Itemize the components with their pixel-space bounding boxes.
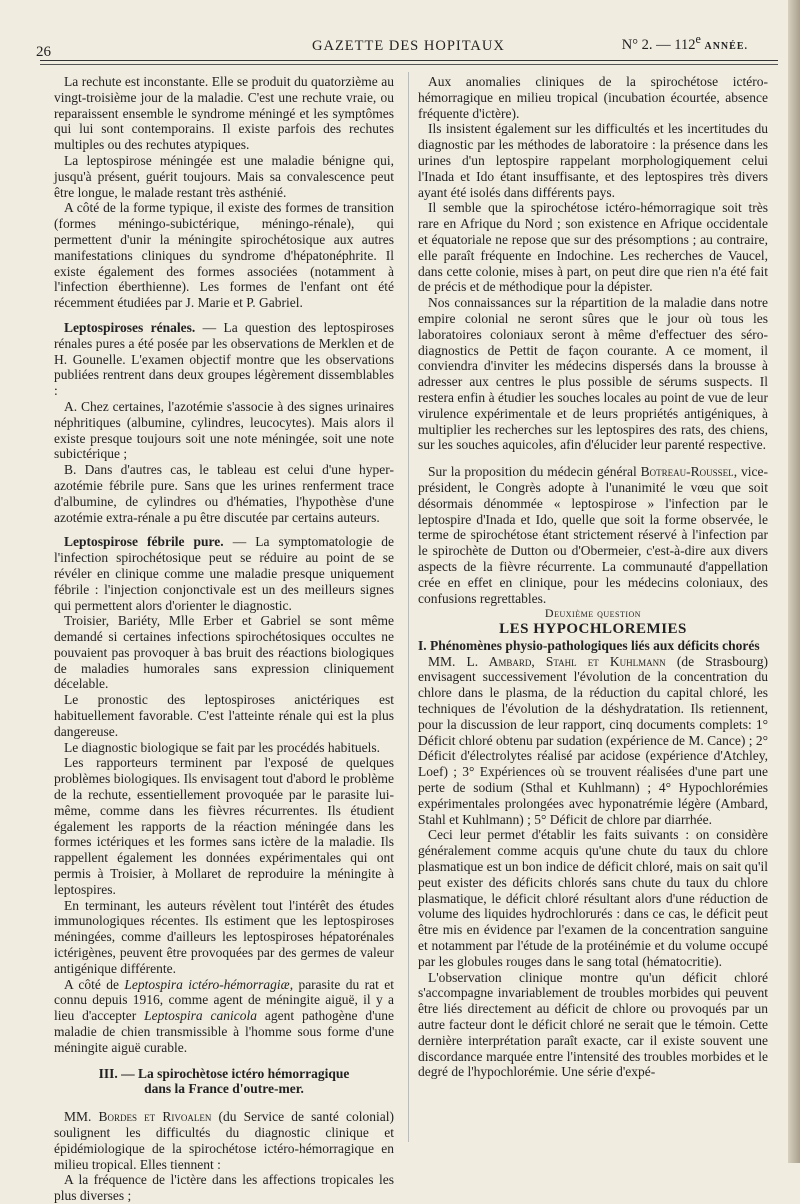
paragraph: L'observation clinique montre qu'un déficit chloré s'accompagne invariablement de troubles morbides qui peuvent être liés directement au déficit de chlore ou provoqués par un autre facteur dont le déficit chloré ne serait que le témoin. Cette dernière interprétation paraît exacte, car il existe souvent une discordance marquée entre l'intensité des troubles morbides et le degré de l'hypochlorémie. Une série d'expé- [418,969,768,1080]
header-rule-bottom [40,64,778,65]
heading-line: dans la France d'outre-mer. [144,1081,304,1097]
paragraph [54,977,394,1056]
heading-line: III. — La spirochètose ictéro hémorragique [98,1065,350,1081]
paragraph: A la fréquence de l'ictère dans les affections tropicales les plus diverses ; [54,1172,394,1204]
paragraph-text: — La question des leptospiroses rénales pures a été posée par les observations de Merklen et de H. Gounelle. L'examen objectif montre que les observations publiées rentrent dans deux groupes légèrement dissemblables : [54,319,394,399]
paragraph: Aux anomalies cliniques de la spirochétose ictéro-hémorragique en milieu tropical (incubation écourtée, absence fréquente d'ictère). [418,74,768,121]
page-number: 26 [36,44,51,60]
paragraph: Troisier, Bariéty, Mlle Erber et Gabriel se sont même demandé si certaines infections spirochétosiques occultes ne pouvaient pas provoquer à bas bruit des réactions biologiques de maladies humorales sans expression cliniquement décelable. [54,613,394,692]
author-names: Botreau-Roussel [640,464,734,480]
paragraph-text: (de Strasbourg) envisagent successivement l'évolution de la concentration du chlore dans le plasma, de la réduction du capital chloré, les techniques de l'évolution de la déshydratation. Ils retiennent, pour la discussion de leur rapport, cinq documents complets: 1° Déficit chloré obtenu par sudation (expérience de M. Cance) ; 2° Déficit d'électrolytes réalisé par acidose (expérience d'Atchley, Loef) ; 3° Expériences où se trouvent réalisées d'une part une perte de sodium (Sthal et Kuhlmann) ; 4° Hypochlorémies expérimentales prolongées avec hyponatrémie légère (Ambard, Stahl et Kuhlmann) ; 5° Déficit de chlore par diarrhée. [418,653,768,827]
paragraph: Ceci leur permet d'établir les faits suivants : on considère généralement comme acquis qu'une chute du taux du chlore plasmatique est un bon indice de déficit chloré, mais on sait qu'il peut exister des déficits chlorés sans chute du taux du chlore plasmatique, le déficit chloré résultant alors d'une réduction de volume des liquides hydrochlorurés : dans ce cas, le déficit peut être mis en évidence par l'examen de la concentration sanguine et notamment par l'étude de la protéinémie et du volume occupé par les globules rouges dans le sang total (hématocritie). [418,827,768,969]
left-column [54,74,394,1204]
column-divider [408,72,409,1142]
paragraph-text: agent pathogène d'une maladie de chien transmissible à l'homme sous forme d'une méningite aiguë curable. [54,1008,394,1055]
right-column [418,74,768,1080]
issue-superscript: e [695,32,701,46]
author-names: MM. Bordes et Rivoalen [64,1109,212,1125]
page-header [36,30,786,60]
section-heading-hypochloremies: LES HYPOCHLOREMIES [499,621,687,638]
paragraph-text: (du Service de santé colonial) soulignent les difficultés du diagnostic clinique et épidémiologique de la spirochétose ictéro-hémorragique en milieu tropical. Elles tiennent : [54,1109,394,1172]
italic-species: Leptospira ictéro-hémorragiæ [124,976,290,992]
journal-title: GAZETTE DES HOPITAUX [312,38,505,54]
page-edge-shadow [788,0,800,1163]
paragraph-text: — La symptomatologie de l'infection spirochétosique peut se réduire au point de se révéler en clinique comme une maladie presque uniquement fébrile : l'injection conjonctivale est un des meilleurs signes qui permettent alors d'orienter le diagnostic. [54,534,394,613]
paragraph: Le diagnostic biologique se fait par les procédés habituels. [64,739,381,755]
paragraph-text: , parasite du rat et connu depuis 1916, comme agent de méningite aiguë, il y a lieu d'accepter [54,976,394,1024]
section-lead: Leptospiroses rénales. [64,319,196,335]
paragraph: La rechute est inconstante. Elle se produit du quatorzième au vingt-troisième jour de la maladie. C'est une rechute vraie, ou reparaissent ensemble le syndrome méningé et les symptômes qui lui sont contemporains. Il existe parfois des rechutes multiples ou des rechutes atypiques. [54,74,394,153]
paragraph: Les rapporteurs terminent par l'exposé de quelques problèmes biologiques. Ils envisagent tout d'abord le problème de la rechute, essentiellement provoquée par le parasite lui-même, comme dans les fièvres récurrentes. Ils étudient également les rapports de la réaction méningée dans les formes ictériques et les formes sans ictère de la maladie. Ils rappellent également les données expérimentales qui ont permis à Troisier, à Mollaret de reproduire la méningite à leptospires. [54,755,394,897]
paragraph: Il semble que la spirochétose ictéro-hémorragique soit très rare en Afrique du Nord ; son existence en Afrique occidentale et équatoriale ne repose que sur des présomptions ; au contraire, elle paraît fréquente en Indochine. Les recherches de Vaucel, dans cette colonie, mises à part, on peut dire que rien n'a été fait de précis et de méthodique pour la dépister. [418,200,768,295]
paragraph: Le pronostic des leptospiroses anictériques est habituellement favorable. C'est l'atteinte rénale qui est la plus dangereuse. [54,692,394,739]
issue-label [622,32,748,54]
section-heading-iii [54,1066,394,1098]
section-lead: Leptospirose fébrile pure. [64,534,224,550]
header-rule-top [40,60,778,61]
paragraph: En terminant, les auteurs révèlent tout l'intérêt des études immunologiques récentes. Ils estiment que les leptospiroses méningées, comme d'ailleurs les leptospiroses hépatorénales ictérigènes, peuvent être provoquées par des germes de valeur antigénique différente. [54,897,394,976]
paragraph: Nos connaissances sur la répartition de la maladie dans notre empire colonial ne seront sûres que le jour où tous les laboratoires coloniaux seront à même d'effectuer des séro-diagnostics de Pettit de façon courante. A ce moment, il conviendra d'inviter les médecins dispersés dans la brousse à adresser aux centres le plus possible de sérums suspects. Il restera enfin à étudier les souches locales au point de vue de leur virulence expérimentale et de leurs propriétés antigéniques, à multiplier les recherches sur les leptospires des rats, des chiens, sur les souches aquicoles, afin d'élucider leur parenté respective. [418,295,768,453]
paragraph-febrile [54,534,394,613]
paragraph-text: A côté de [64,976,125,992]
paragraph: B. Dans d'autres cas, le tableau est celui d'une hyper-azotémie fébrile pure. Sans que les urines renferment trace d'albumine, de cylindres ou d'hématies, l'hypothèse d'une azotémie extra-rénale a pu être discutée par certains auteurs. [54,462,394,525]
paragraph: A côté de la forme typique, il existe des formes de transition (formes méningo-subictérique, méningo-rénale), qui permettent d'unir la méningite spirochétosique aux autres manifestations cliniques du syndrome d'hépatonéphrite. Il existe également des formes associées (notamment à l'infection éberthienne). Les formes de l'enfant ont été récemment étudiées par J. Marie et P. Gabriel. [54,200,394,311]
paragraph: Ils insistent également sur les difficultés et les incertitudes du diagnostic par les méthodes de laboratoire : la présence dans les urines d'un leptospire rappelant morphologiquement celui l'Inada et Ido étant insuffisante, et des leptospires très divers ayant été isolés dans différents pays. [418,121,768,200]
paragraph [418,464,768,606]
author-names: MM. L. Ambard, Stahl et Kuhlmann [428,653,666,669]
paragraph: A. Chez certaines, l'azotémie s'associe à des signes urinaires néphritiques (albumine, cylindres, leucocytes). Mais alors il existe presque toujours soit une note méningée, soit une note subictérique ; [54,398,394,462]
question-label: Deuxième question [544,606,642,621]
issue-number: N° 2. — 112 [621,36,696,53]
paragraph: La leptospirose méningée est une maladie bénigne qui, jusqu'à présent, guérit toujours. Mais sa convalescence peut être longue, le malade restant très asthénié. [54,152,394,200]
subsection-heading: I. Phénomènes physio-pathologiques liés aux déficits chorés [418,637,760,653]
italic-species: Leptospira canicola [144,1008,257,1024]
paragraph-text: Sur la proposition du médecin général [428,464,641,480]
paragraph [418,654,768,828]
issue-year-label: ANNÉE. [704,40,748,52]
paragraph-text: , vice-président, le Congrès adopte à l'unanimité le vœu que soit désormais dénommée « leptospirose » l'infection par le leptospire d'Inada et Ido, quelle que soit la forme observée, le terme de spirochétose étant strictement réservé à l'infection par le spirochète de Dutton ou d'Obermeier, c'est-à-dire aux divers aspects de la fièvre récurrente. La communauté d'appellation crée en effet en clinique, pour les médecins coloniaux, des confusions regrettables. [418,464,768,606]
paragraph-renal [54,320,394,399]
